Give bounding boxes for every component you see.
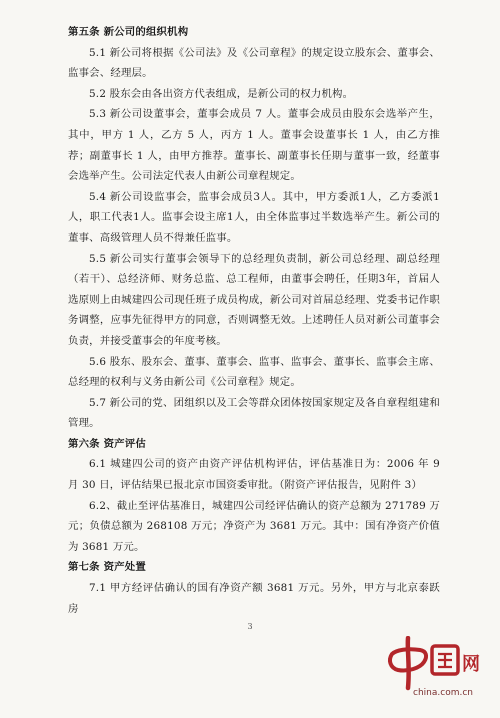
paragraph: 5.3 新公司设董事会，董事会成员 7 人。董事会成员由股东会选举产生，其中，甲方 1 人，乙方 5 人，丙方 1 人。董事会设董事长 1 人，由乙方推荐；副董事长 1 人，由甲方推荐。董事长、副董事长任期与董事一致，经董事会选举产生。公司法定代表人由新公司章程规定。 bbox=[68, 108, 440, 183]
paragraph: 6.1 城建四公司的资产由资产评估机构评估，评估基准日为：2006 年 9 月 30 日，评估结果已报北京市国资委审批。（附资产评估报告，见附件 3） bbox=[68, 458, 440, 492]
section-heading: 第五条 新公司的组织机构 bbox=[68, 26, 189, 38]
paragraph: 5.7 新公司的党、团组织以及工会等群众团体按国家规定及各自章程组建和管理。 bbox=[68, 396, 440, 430]
paragraph: 6.2、截止至评估基准日，城建四公司经评估确认的资产总额为 271789 万元；负债总额为 268108 万元；净资产为 3681 万元。其中：国有净资产价值为 3681 万元。 bbox=[68, 499, 440, 553]
paragraph: 5.5 新公司实行董事会领导下的总经理负责制，新公司总经理、副总经理（若干）、总经济师、财务总监、总工程师，由董事会聘任，任期3年，首届人选原则上由城建四公司现任班子成员构成，新公司对首届总经理、党委书记作职务调整，应事先征得甲方的同意，否则调整无效。上述聘任人员对新公司董事会负责，并接受董事会的年度考核。 bbox=[68, 252, 440, 347]
paragraph: 5.2 股东会由各出资方代表组成，是新公司的权力机构。 bbox=[89, 87, 354, 100]
paragraph: 5.1 新公司将根据《公司法》及《公司章程》的规定设立股东会、董事会、监事会、经理层。 bbox=[68, 46, 440, 80]
watermark-url: china.com.cn bbox=[413, 688, 473, 698]
china-com-cn-logo bbox=[374, 636, 494, 714]
paragraph: 5.4 新公司设监事会，监事会成员3人。其中，甲方委派1人，乙方委派1人，职工代表1人。监事会设主席1人，由全体监事过半数选举产生。新公司的董事、高级管理人员不得兼任监事。 bbox=[68, 190, 440, 244]
svg-text:网: 网 bbox=[462, 654, 480, 675]
paragraph: 7.1 甲方经评估确认的国有净资产额 3681 万元。另外，甲方与北京泰跃房 bbox=[68, 582, 440, 615]
section-heading: 第六条 资产评估 bbox=[68, 437, 146, 450]
section-heading: 第七条 资产处置 bbox=[68, 561, 146, 574]
document-body bbox=[68, 22, 440, 619]
page-number: 3 bbox=[247, 622, 253, 631]
paragraph: 5.6 股东、股东会、董事、董事会、监事、监事会、董事长、监事会主席、总经理的权利与义务由新公司《公司章程》规定。 bbox=[68, 355, 440, 389]
